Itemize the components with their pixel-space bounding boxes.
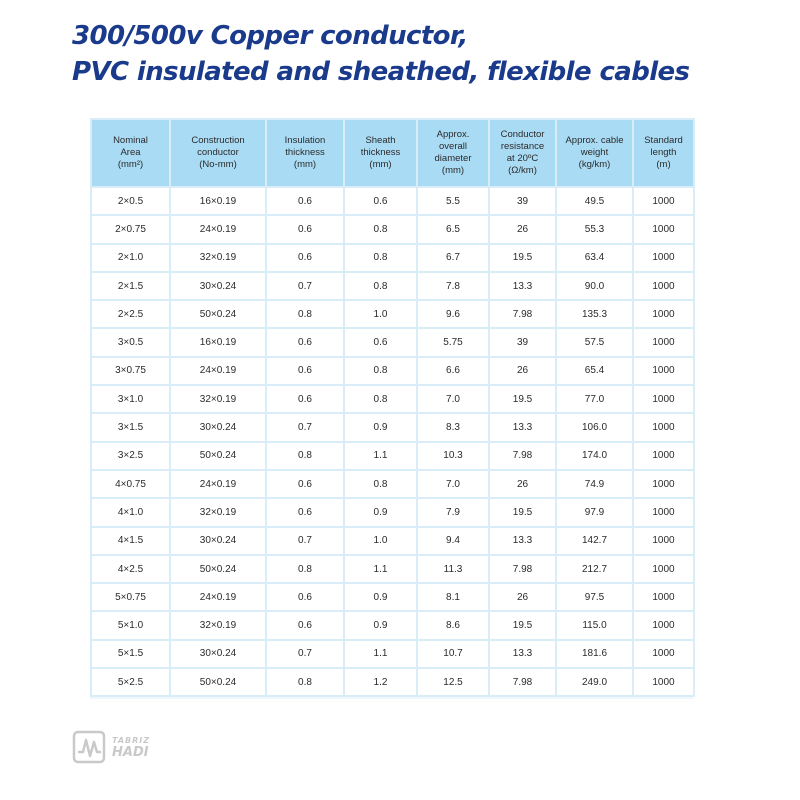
table-cell: 1000: [634, 612, 693, 638]
table-cell: 1000: [634, 386, 693, 412]
column-header-line: (Ω/km): [508, 165, 537, 176]
table-cell: 5×2.5: [92, 669, 169, 695]
table-cell: 1000: [634, 273, 693, 299]
table-cell: 0.6: [267, 386, 343, 412]
table-cell: 90.0: [557, 273, 632, 299]
table-cell: 4×1.5: [92, 528, 169, 554]
table-cell: 97.9: [557, 499, 632, 525]
table-cell: 2×0.5: [92, 188, 169, 214]
table-cell: 106.0: [557, 414, 632, 440]
column-header: [345, 120, 416, 186]
table-cell: 10.7: [418, 641, 488, 667]
column-header-line: (mm²): [117, 159, 144, 170]
table-cell: 3×0.5: [92, 329, 169, 355]
table-cell: 16×0.19: [171, 188, 265, 214]
table-row: [92, 386, 693, 412]
table-cell: 13.3: [490, 414, 555, 440]
table-cell: 1000: [634, 471, 693, 497]
title-line-2: PVC insulated and sheathed, flexible cables: [72, 57, 690, 87]
table-cell: 5.5: [418, 188, 488, 214]
table-cell: 5×1.5: [92, 641, 169, 667]
table-cell: 1.0: [345, 528, 416, 554]
table-row: [92, 358, 693, 384]
table-cell: 3×2.5: [92, 443, 169, 469]
column-header-line: (m): [656, 159, 671, 170]
table-row: [92, 584, 693, 610]
column-header: [490, 120, 555, 186]
table-cell: 2×1.0: [92, 245, 169, 271]
table-cell: 12.5: [418, 669, 488, 695]
column-header-line: (No-mm): [199, 159, 237, 170]
column-header-line: thickness: [360, 147, 401, 158]
table-cell: 19.5: [490, 386, 555, 412]
table-cell: 10.3: [418, 443, 488, 469]
table-row: [92, 245, 693, 271]
table-cell: 74.9: [557, 471, 632, 497]
table-cell: 0.8: [267, 669, 343, 695]
table-cell: 1000: [634, 188, 693, 214]
table-cell: 0.6: [267, 358, 343, 384]
table-cell: 55.3: [557, 216, 632, 242]
table-cell: 8.3: [418, 414, 488, 440]
table-cell: 0.7: [267, 641, 343, 667]
table-cell: 142.7: [557, 528, 632, 554]
table-cell: 1.2: [345, 669, 416, 695]
table-cell: 24×0.19: [171, 584, 265, 610]
table-cell: 0.6: [267, 188, 343, 214]
table-cell: 2×2.5: [92, 301, 169, 327]
table-cell: 5.75: [418, 329, 488, 355]
table-cell: 24×0.19: [171, 216, 265, 242]
table-cell: 0.8: [267, 301, 343, 327]
table-cell: 4×0.75: [92, 471, 169, 497]
table-cell: 30×0.24: [171, 273, 265, 299]
column-header-line: Conductor: [500, 129, 545, 140]
table-row: [92, 301, 693, 327]
table-cell: 0.6: [267, 329, 343, 355]
table-cell: 1000: [634, 414, 693, 440]
table-cell: 30×0.24: [171, 528, 265, 554]
table-cell: 1000: [634, 641, 693, 667]
column-header-line: Construction: [191, 135, 245, 146]
table-cell: 57.5: [557, 329, 632, 355]
column-header-line: overall: [439, 141, 467, 152]
table-cell: 65.4: [557, 358, 632, 384]
title-line-1: 300/500v Copper conductor,: [72, 21, 468, 51]
table-cell: 0.9: [345, 414, 416, 440]
table-cell: 1.0: [345, 301, 416, 327]
logo-line-2: HADI: [112, 745, 149, 760]
table-cell: 6.6: [418, 358, 488, 384]
table-cell: 2×0.75: [92, 216, 169, 242]
table-cell: 1000: [634, 245, 693, 271]
table-cell: 3×1.5: [92, 414, 169, 440]
table-cell: 0.6: [267, 471, 343, 497]
table-row: [92, 556, 693, 582]
table-cell: 26: [490, 584, 555, 610]
table-cell: 7.98: [490, 556, 555, 582]
column-header-line: (mm): [369, 159, 392, 170]
table-cell: 6.7: [418, 245, 488, 271]
table-cell: 7.0: [418, 471, 488, 497]
table-row: [92, 216, 693, 242]
column-header-line: Area: [120, 147, 141, 158]
table-cell: 0.7: [267, 528, 343, 554]
table-cell: 0.6: [345, 188, 416, 214]
table-cell: 63.4: [557, 245, 632, 271]
table-cell: 3×0.75: [92, 358, 169, 384]
table-cell: 0.8: [345, 216, 416, 242]
table-cell: 19.5: [490, 612, 555, 638]
table-cell: 1.1: [345, 641, 416, 667]
table-cell: 7.9: [418, 499, 488, 525]
table-cell: 50×0.24: [171, 301, 265, 327]
table-cell: 9.6: [418, 301, 488, 327]
column-header: [171, 120, 265, 186]
table-cell: 97.5: [557, 584, 632, 610]
table-row: [92, 273, 693, 299]
table-cell: 2×1.5: [92, 273, 169, 299]
column-header: [92, 120, 169, 186]
table-cell: 0.7: [267, 414, 343, 440]
table-cell: 0.6: [345, 329, 416, 355]
table-cell: 13.3: [490, 528, 555, 554]
cable-spec-table: [90, 118, 695, 697]
table-cell: 19.5: [490, 499, 555, 525]
table-cell: 0.6: [267, 499, 343, 525]
table-cell: 11.3: [418, 556, 488, 582]
logo-line-1: TABRIZ: [112, 736, 151, 745]
table-cell: 3×1.0: [92, 386, 169, 412]
table-cell: 7.98: [490, 443, 555, 469]
table-cell: 1000: [634, 216, 693, 242]
column-header-line: Standard: [644, 135, 683, 146]
column-header-line: weight: [580, 147, 609, 158]
table-cell: 1000: [634, 358, 693, 384]
table-cell: 49.5: [557, 188, 632, 214]
table-cell: 19.5: [490, 245, 555, 271]
table-row: [92, 528, 693, 554]
column-header: [418, 120, 488, 186]
column-header-line: conductor: [197, 147, 239, 158]
table-cell: 1000: [634, 528, 693, 554]
column-header-line: Approx. cable: [565, 135, 624, 146]
column-header-line: (mm): [441, 165, 465, 176]
table-cell: 0.9: [345, 612, 416, 638]
table-body: [92, 188, 693, 695]
table-cell: 1000: [634, 556, 693, 582]
table-cell: 1000: [634, 301, 693, 327]
table-cell: 0.7: [267, 273, 343, 299]
table-cell: 24×0.19: [171, 471, 265, 497]
table-cell: 1000: [634, 499, 693, 525]
table-cell: 135.3: [557, 301, 632, 327]
logo-wordmark: [112, 735, 150, 759]
column-header-line: (mm): [293, 159, 317, 170]
table-cell: 50×0.24: [171, 669, 265, 695]
table-cell: 0.6: [267, 216, 343, 242]
table-cell: 26: [490, 471, 555, 497]
column-header-line: diameter: [434, 153, 472, 164]
table-cell: 8.1: [418, 584, 488, 610]
table-cell: 0.6: [267, 584, 343, 610]
column-header-line: Nominal: [113, 135, 148, 146]
table-cell: 26: [490, 358, 555, 384]
table-row: [92, 612, 693, 638]
column-header: [634, 120, 693, 186]
table-cell: 5×1.0: [92, 612, 169, 638]
table-cell: 7.0: [418, 386, 488, 412]
table-cell: 0.9: [345, 584, 416, 610]
table-row: [92, 443, 693, 469]
table-cell: 1000: [634, 329, 693, 355]
table-cell: 13.3: [490, 273, 555, 299]
table-cell: 32×0.19: [171, 612, 265, 638]
table-header-row: [92, 120, 693, 186]
cable-spec-table-container: [90, 118, 693, 699]
table-cell: 7.98: [490, 301, 555, 327]
table-row: [92, 641, 693, 667]
table-cell: 16×0.19: [171, 329, 265, 355]
table-cell: 0.8: [345, 245, 416, 271]
table-row: [92, 471, 693, 497]
table-cell: 0.6: [267, 245, 343, 271]
table-cell: 174.0: [557, 443, 632, 469]
table-cell: 30×0.24: [171, 414, 265, 440]
table-cell: 32×0.19: [171, 386, 265, 412]
table-cell: 32×0.19: [171, 499, 265, 525]
table-cell: 0.8: [267, 443, 343, 469]
table-cell: 4×1.0: [92, 499, 169, 525]
table-cell: 6.5: [418, 216, 488, 242]
table-cell: 9.4: [418, 528, 488, 554]
table-cell: 50×0.24: [171, 443, 265, 469]
table-row: [92, 669, 693, 695]
table-cell: 0.8: [345, 273, 416, 299]
table-cell: 77.0: [557, 386, 632, 412]
table-cell: 0.8: [267, 556, 343, 582]
table-cell: 32×0.19: [171, 245, 265, 271]
table-row: [92, 414, 693, 440]
column-header-line: Sheath: [365, 135, 396, 146]
column-header-line: (kg/km): [578, 159, 611, 170]
table-cell: 8.6: [418, 612, 488, 638]
column-header-line: thickness: [285, 147, 325, 158]
table-cell: 4×2.5: [92, 556, 169, 582]
table-cell: 249.0: [557, 669, 632, 695]
table-row: [92, 188, 693, 214]
table-cell: 7.98: [490, 669, 555, 695]
table-cell: 0.6: [267, 612, 343, 638]
table-cell: 39: [490, 188, 555, 214]
table-cell: 0.8: [345, 386, 416, 412]
table-cell: 13.3: [490, 641, 555, 667]
table-cell: 212.7: [557, 556, 632, 582]
table-cell: 115.0: [557, 612, 632, 638]
column-header-line: at 20ºC: [506, 153, 539, 164]
table-cell: 24×0.19: [171, 358, 265, 384]
table-cell: 0.9: [345, 499, 416, 525]
table-cell: 0.8: [345, 471, 416, 497]
table-row: [92, 499, 693, 525]
table-cell: 39: [490, 329, 555, 355]
column-header-line: resistance: [500, 141, 545, 152]
table-cell: 181.6: [557, 641, 632, 667]
page-title: [72, 18, 689, 90]
table-cell: 0.8: [345, 358, 416, 384]
table-cell: 1.1: [345, 556, 416, 582]
waveform-logo-icon: [72, 730, 106, 764]
column-header-line: Insulation: [284, 135, 326, 146]
table-cell: 50×0.24: [171, 556, 265, 582]
table-row: [92, 329, 693, 355]
column-header: [557, 120, 632, 186]
table-cell: 1000: [634, 584, 693, 610]
table-cell: 1.1: [345, 443, 416, 469]
column-header-line: length: [650, 147, 677, 158]
table-cell: 26: [490, 216, 555, 242]
table-cell: 1000: [634, 443, 693, 469]
table-cell: 1000: [634, 669, 693, 695]
table-cell: 5×0.75: [92, 584, 169, 610]
company-logo: [72, 730, 150, 764]
column-header-line: Approx.: [436, 129, 470, 140]
table-cell: 7.8: [418, 273, 488, 299]
table-cell: 30×0.24: [171, 641, 265, 667]
column-header: [267, 120, 343, 186]
